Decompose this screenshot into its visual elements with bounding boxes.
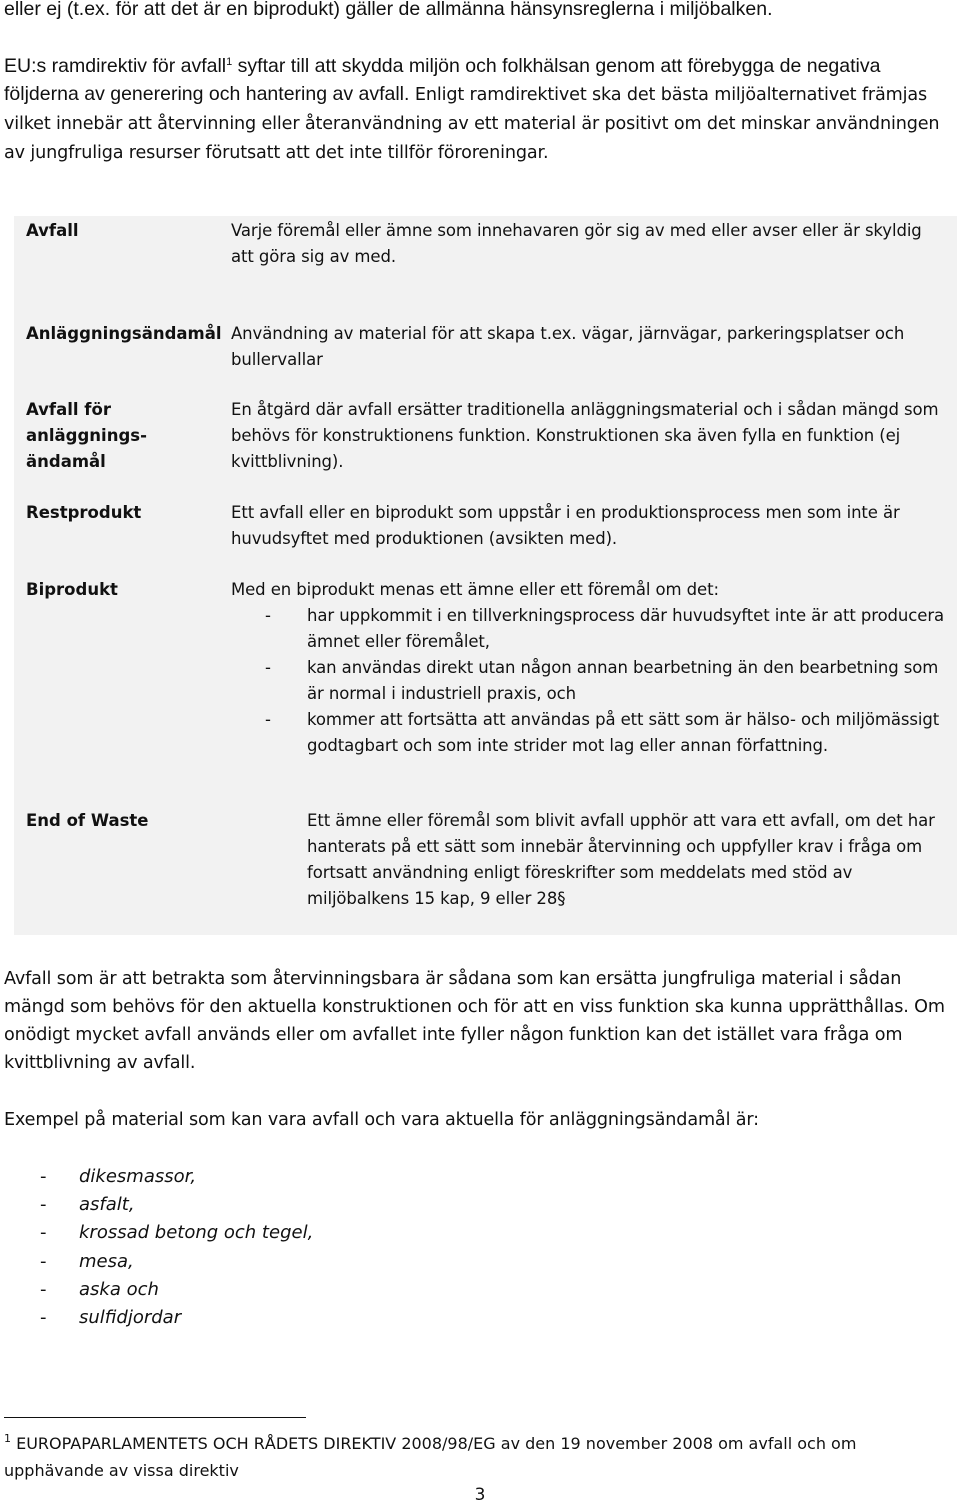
example-text: aska och	[79, 1278, 159, 1300]
biprodukt-bullet	[231, 655, 947, 707]
eu-directive-paragraph	[4, 52, 949, 167]
term-line: anläggnings-	[26, 426, 147, 445]
footnote	[4, 1430, 944, 1484]
dash: -	[265, 710, 271, 729]
term-biprodukt: Biprodukt	[26, 580, 118, 599]
list-item	[40, 1248, 313, 1276]
page-number: 3	[474, 1485, 486, 1505]
dash: -	[40, 1222, 47, 1244]
footnote-mark: 1	[4, 1432, 11, 1445]
def-biprodukt	[231, 577, 947, 759]
list-item	[40, 1191, 313, 1219]
term-avfall: Avfall	[26, 221, 79, 240]
examples-heading: Exempel på material som kan vara avfall och vara aktuella för anläggningsändamål är:	[4, 1110, 759, 1130]
eu-text-c: Enligt ramdirektivet ska det bästa miljöalternativet främjas vilket innebär att återvinning eller återanvändning av ett material är positivt om det minskar användningen av jungfruliga resurser förutsatt att det inte tillför föroreningar.	[4, 85, 940, 163]
example-text: krossad betong och tegel,	[79, 1222, 314, 1244]
biprodukt-intro: Med en biprodukt menas ett ämne eller ett föremål om det:	[231, 580, 719, 599]
term-anlaggningsandamal: Anläggningsändamål	[26, 324, 222, 343]
example-text: dikesmassor,	[79, 1166, 197, 1187]
footnote-text: EUROPAPARLAMENTETS OCH RÅDETS DIREKTIV 2008/98/EG av den 19 november 2008 om avfall och om upphävande av vissa direktiv	[4, 1434, 857, 1480]
example-text: sulfidjordar	[79, 1307, 182, 1329]
dash: -	[40, 1278, 47, 1300]
bullet-text: kan användas direkt utan någon annan bearbetning än den bearbetning som är normal i industriell praxis, och	[307, 658, 939, 703]
list-item	[40, 1276, 313, 1304]
dash: -	[40, 1166, 47, 1187]
example-text: mesa,	[79, 1250, 134, 1272]
def-end-of-waste: Ett ämne eller föremål som blivit avfall upphör att vara ett avfall, om det har hanterats på ett sätt som innebär återvinning och uppfyller krav i fråga om fortsatt användning enligt föreskrifter som meddelats med stöd av miljöbalkens 15 kap, 9 eller 28§	[307, 811, 935, 908]
def-anlaggningsandamal: Användning av material för att skapa t.ex. vägar, järnvägar, parkeringsplatser och bullervallar	[231, 324, 905, 369]
term-line: Avfall för	[26, 400, 111, 419]
list-item	[40, 1163, 313, 1191]
list-item	[40, 1219, 313, 1247]
footnote-separator	[4, 1417, 306, 1418]
example-text: asfalt,	[79, 1194, 135, 1216]
dash: -	[40, 1250, 47, 1272]
def-avfall-for-anlaggningsandamal: En åtgärd där avfall ersätter traditionella anläggningsmaterial och i sådan mängd som behövs för konstruktionens funktion. Konstruktionen ska även fylla en funktion (ej kvittblivning).	[231, 400, 939, 471]
examples-list	[40, 1163, 313, 1332]
footnote-ref: 1	[226, 56, 233, 68]
list-item	[40, 1304, 313, 1332]
biprodukt-bullet	[231, 707, 947, 759]
recycling-paragraph: Avfall som är att betrakta som återvinningsbara är sådana som kan ersätta jungfruliga material i sådan mängd som behövs för den aktuella konstruktionen och för att en viss funktion ska kunna upprätthållas. Om onödigt mycket avfall används eller om avfallet inte fyller någon funktion kan det istället vara fråga om kvittblivning av avfall.	[4, 969, 945, 1073]
term-end-of-waste: End of Waste	[26, 811, 149, 830]
eu-text-a: EU:s ramdirektiv för avfall	[4, 55, 227, 77]
term-avfall-for-anlaggningsandamal	[26, 397, 147, 475]
term-line: ändamål	[26, 452, 106, 471]
term-restprodukt: Restprodukt	[26, 503, 142, 522]
bullet-text: har uppkommit i en tillverkningsprocess där huvudsyftet inte är att producera ämnet eller föremålet,	[307, 606, 945, 651]
dash: -	[265, 606, 271, 625]
biprodukt-bullet	[231, 603, 947, 655]
dash: -	[40, 1194, 47, 1216]
dash: -	[265, 658, 271, 677]
eu-text-b: syftar till att skydda miljön och folkhälsan genom att förebygga de negativa följderna av generering och hantering av avfall.	[4, 55, 881, 105]
def-restprodukt: Ett avfall eller en biprodukt som uppstår i en produktionsprocess men som inte är huvudsyftet med produktionen (avsikten med).	[231, 503, 900, 548]
def-avfall: Varje föremål eller ämne som innehavaren gör sig av med eller avser eller är skyldig att göra sig av med.	[231, 221, 922, 266]
bullet-text: kommer att fortsätta att användas på ett sätt som är hälso- och miljömässigt godtagbart och som inte strider mot lag eller annan författning.	[307, 710, 940, 755]
intro-line: eller ej (t.ex. för att det är en biprodukt) gäller de allmänna hänsynsreglerna i miljöbalken.	[4, 0, 773, 20]
dash: -	[40, 1307, 47, 1329]
